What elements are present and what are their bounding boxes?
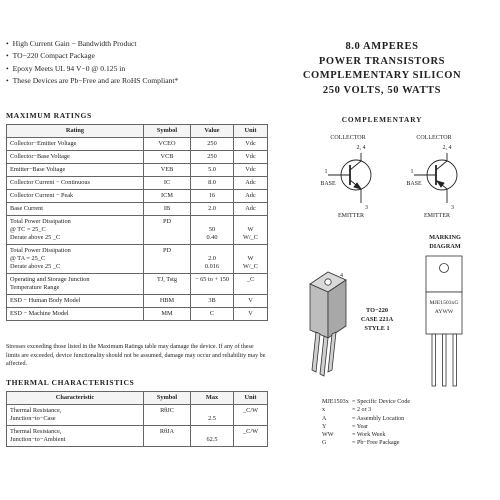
header-symbol: Symbol	[144, 392, 191, 405]
table-cell: Operating and Storage Junction Temperature Range	[7, 274, 144, 295]
marking-title: MARKING	[429, 234, 461, 241]
table-row	[7, 295, 268, 308]
table-cell: 2.5	[191, 405, 234, 426]
table-cell: MM	[144, 308, 191, 321]
max-ratings-title: MAXIMUM RATINGS	[6, 111, 92, 120]
table-cell: − 65 to + 150	[191, 274, 234, 295]
table-row	[7, 151, 268, 164]
pin-label: 1	[410, 169, 414, 175]
pin-label: 1	[324, 169, 328, 175]
table-cell: ICM	[144, 190, 191, 203]
table-cell: Vdc	[234, 151, 268, 164]
table-cell: 3B	[191, 295, 234, 308]
table-cell: _C	[234, 274, 268, 295]
table-cell: Vdc	[234, 164, 268, 177]
table-cell: PD	[144, 245, 191, 274]
pin-label: 2, 4	[356, 145, 366, 151]
table-cell: 62.5	[191, 426, 234, 447]
thermal-title: THERMAL CHARACTERISTICS	[6, 378, 135, 387]
table-cell: Adc	[234, 203, 268, 216]
npn-symbol-icon	[328, 153, 371, 203]
table-cell: C	[191, 308, 234, 321]
table-cell: PD	[144, 216, 191, 245]
pin-label: 3	[451, 205, 454, 211]
product-title	[268, 40, 496, 98]
thermal-table	[6, 391, 268, 447]
table-cell: Vdc	[234, 138, 268, 151]
legend-item: Y = Year	[322, 423, 368, 430]
marking-legend	[322, 398, 410, 448]
table-row	[7, 203, 268, 216]
table-cell: Thermal Resistance, Junction−to−Case	[7, 405, 144, 426]
table-cell: IB	[144, 203, 191, 216]
table-row	[7, 245, 268, 274]
table-cell: V	[234, 308, 268, 321]
table-row	[7, 177, 268, 190]
table-cell: 250	[191, 138, 234, 151]
marking-code: MJE1503xG	[429, 300, 459, 306]
collector-label: COLLECTOR	[416, 135, 452, 141]
table-cell: VEB	[144, 164, 191, 177]
legend-item: MJE1503x = Specific Device Code	[322, 399, 411, 405]
pnp-symbol-icon	[414, 153, 457, 203]
table-cell: W W/_C	[234, 216, 268, 245]
table-header-row	[7, 125, 268, 138]
table-cell: 2.0	[191, 203, 234, 216]
marking-heading	[414, 233, 476, 251]
feature-item: • These Devices are Pb−Free and are RoHS Compliant*	[6, 75, 256, 87]
table-cell: RθJC	[144, 405, 191, 426]
table-row	[7, 138, 268, 151]
feature-list	[6, 38, 256, 88]
marking-title: DIAGRAM	[429, 243, 461, 250]
title-line: 8.0 AMPERES	[345, 41, 419, 52]
table-cell: Thermal Resistance, Junction−to−Ambient	[7, 426, 144, 447]
table-cell: RθJA	[144, 426, 191, 447]
table-cell: W W/_C	[234, 245, 268, 274]
header-characteristic: Characteristic	[7, 392, 144, 405]
max-ratings-table	[6, 124, 268, 321]
transistor-symbols	[268, 128, 496, 220]
complementary-heading: COMPLEMENTARY	[341, 115, 423, 124]
pin-label: 2, 4	[442, 145, 452, 151]
legend-item: A = Assembly Location	[322, 415, 405, 422]
package-label	[352, 306, 402, 333]
table-cell: 2.0 0.016	[191, 245, 234, 274]
header-max: Max	[191, 392, 234, 405]
title-line: COMPLEMENTARY SILICON	[302, 70, 462, 81]
table-row	[7, 274, 268, 295]
table-cell: 8.0	[191, 177, 234, 190]
table-cell: 16	[191, 190, 234, 203]
table-cell: _C/W	[234, 405, 268, 426]
pin-label: 4	[340, 273, 343, 279]
table-cell: _C/W	[234, 426, 268, 447]
table-row	[7, 426, 268, 447]
table-cell: Base Current	[7, 203, 144, 216]
legend-item: x = 2 or 3	[322, 407, 372, 414]
table-cell: HBM	[144, 295, 191, 308]
table-cell: Total Power Dissipation @ TC = 25_C Derate above 25 _C	[7, 216, 144, 245]
header-value: Value	[191, 125, 234, 138]
emitter-label: EMITTER	[338, 213, 364, 219]
table-cell: Total Power Dissipation @ TA = 25_C Derate above 25 _C	[7, 245, 144, 274]
table-header-row	[7, 392, 268, 405]
header-unit: Unit	[234, 125, 268, 138]
table-cell: ESD − Human Body Model	[7, 295, 144, 308]
table-cell: Emitter−Base Voltage	[7, 164, 144, 177]
table-row	[7, 164, 268, 177]
thermal-table-wrap	[6, 391, 268, 447]
emitter-label: EMITTER	[424, 213, 450, 219]
table-cell: Collector−Emitter Voltage	[7, 138, 144, 151]
header-unit: Unit	[234, 392, 268, 405]
marking-date-code: AYWW	[434, 309, 454, 315]
table-cell: Adc	[234, 177, 268, 190]
collector-label: COLLECTOR	[330, 135, 366, 141]
table-cell: Collector Current − Peak	[7, 190, 144, 203]
package-line: STYLE 1	[364, 325, 390, 332]
table-cell: IC	[144, 177, 191, 190]
stress-note: Stresses exceeding those listed in the Maximum Ratings table may damage the device. If any of these limits are exceeded, device functionality should not be assumed, damage may occur and reliability may be affected.	[6, 344, 266, 368]
table-cell: TJ, Tstg	[144, 274, 191, 295]
table-cell: Adc	[234, 190, 268, 203]
to220-package-drawing	[296, 266, 358, 378]
title-line: POWER TRANSISTORS	[318, 55, 446, 67]
legend-item: G = Pb−Free Package	[322, 440, 400, 447]
table-cell: VCEO	[144, 138, 191, 151]
pin-label: 3	[365, 205, 368, 211]
base-label: BASE	[320, 181, 336, 187]
table-cell: ESD − Machine Model	[7, 308, 144, 321]
table-row	[7, 405, 268, 426]
table-cell: V	[234, 295, 268, 308]
header-symbol: Symbol	[144, 125, 191, 138]
max-ratings-table-wrap	[6, 124, 268, 321]
package-line: CASE 221A	[360, 316, 394, 323]
feature-item: • High Current Gain − Bandwidth Product	[6, 38, 256, 50]
table-cell: Collector−Base Voltage	[7, 151, 144, 164]
header-rating: Rating	[7, 125, 144, 138]
table-row	[7, 190, 268, 203]
package-line: TO−220	[365, 307, 389, 314]
table-cell: Collector Current − Continuous	[7, 177, 144, 190]
table-row	[7, 216, 268, 245]
table-row	[7, 308, 268, 321]
table-cell: VCB	[144, 151, 191, 164]
title-line: 250 VOLTS, 50 WATTS	[322, 84, 442, 96]
table-cell: 50 0.40	[191, 216, 234, 245]
feature-item: • Epoxy Meets UL 94 V−0 @ 0.125 in	[6, 63, 256, 75]
feature-item: • TO−220 Compact Package	[6, 50, 256, 62]
base-label: BASE	[406, 181, 422, 187]
marking-diagram	[414, 254, 476, 390]
table-cell: 5.0	[191, 164, 234, 177]
table-cell: 250	[191, 151, 234, 164]
legend-item: WW = Work Week	[322, 432, 386, 439]
